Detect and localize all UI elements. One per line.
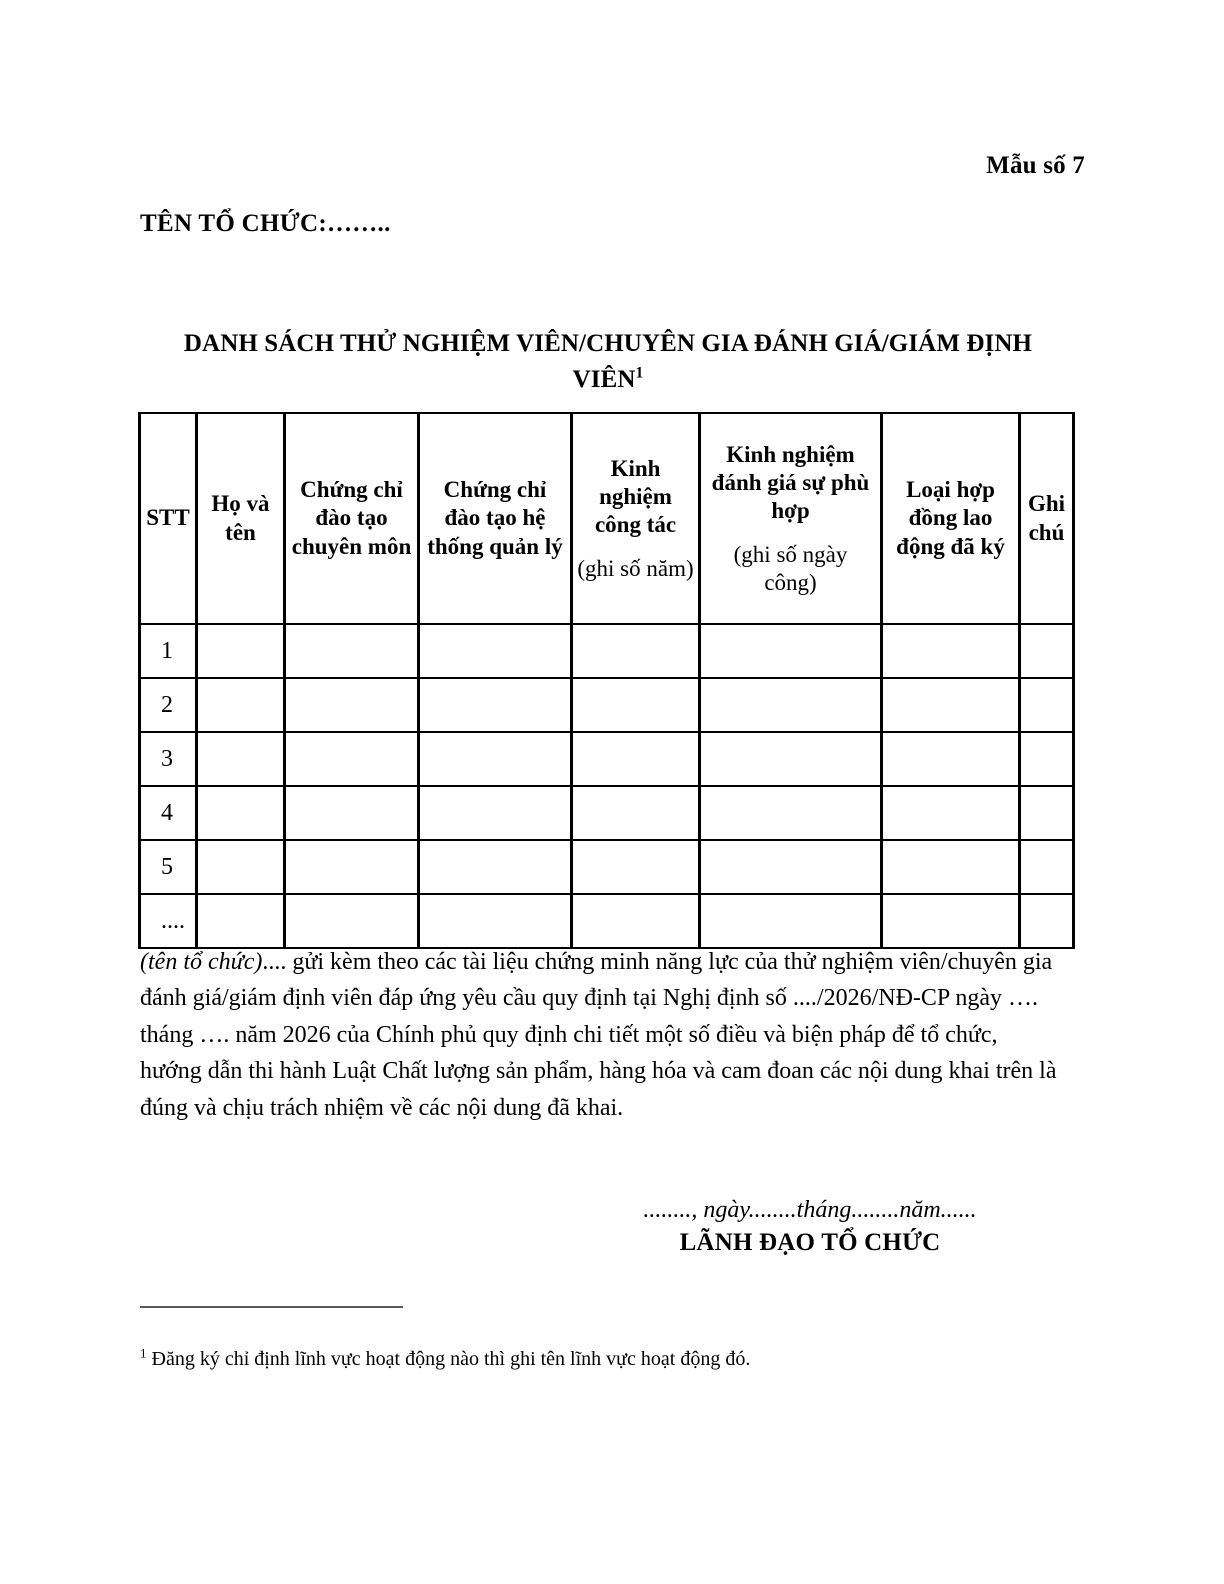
cell-labor-contract-type[interactable] bbox=[882, 840, 1020, 894]
cell-work-experience[interactable] bbox=[572, 840, 700, 894]
signature-date-line: ........, ngày........tháng........năm...... bbox=[643, 1197, 977, 1223]
column-header-conformity-assessment-experience bbox=[700, 413, 882, 624]
table-row bbox=[140, 624, 1074, 678]
personnel-list-table bbox=[138, 412, 1075, 949]
cell-management-system-certificate[interactable] bbox=[419, 840, 572, 894]
declaration-paragraph bbox=[140, 944, 1060, 1126]
table-row bbox=[140, 678, 1074, 732]
cell-notes[interactable] bbox=[1020, 678, 1074, 732]
cell-notes[interactable] bbox=[1020, 624, 1074, 678]
cell-management-system-certificate[interactable] bbox=[419, 624, 572, 678]
column-header-sublabel: (ghi số năm) bbox=[577, 555, 694, 581]
table-row bbox=[140, 786, 1074, 840]
organization-placeholder: (tên tổ chức) bbox=[140, 949, 263, 975]
document-title-line-2: VIÊN bbox=[572, 365, 636, 393]
column-header-work-experience bbox=[572, 413, 700, 624]
title-footnote-marker: 1 bbox=[635, 364, 644, 382]
cell-work-experience[interactable] bbox=[572, 732, 700, 786]
cell-professional-certificate[interactable] bbox=[285, 732, 419, 786]
column-header-management-system-certificate bbox=[419, 413, 572, 624]
declaration-text: .... gửi kèm theo các tài liệu chứng minh năng lực của thử nghiệm viên/chuyên gia đánh giá/giám định viên đáp ứng yêu cầu quy định tại Nghị định số ..../2026/NĐ-CP ngày …. tháng …. năm 2026 của Chính phủ quy định chi tiết một số điều và biện pháp để tổ chức, hướng dẫn thi hành Luật Chất lượng sản phẩm, hàng hóa và cam đoan các nội dung khai trên là đúng và chịu trách nhiệm về các nội dung đã khai. bbox=[140, 949, 1057, 1121]
footnote bbox=[140, 1345, 1040, 1373]
column-header-label: Chứng chỉ đào tạo chuyên môn bbox=[291, 477, 412, 559]
column-header-label: Chứng chỉ đào tạo hệ thống quản lý bbox=[427, 477, 563, 559]
cell-management-system-certificate[interactable] bbox=[419, 678, 572, 732]
cell-professional-certificate[interactable] bbox=[285, 678, 419, 732]
row-index: .... bbox=[140, 894, 197, 948]
footnote-text: Đăng ký chỉ định lĩnh vực hoạt động nào thì ghi tên lĩnh vực hoạt động đó. bbox=[146, 1348, 751, 1370]
page-title bbox=[163, 326, 1053, 397]
cell-notes[interactable] bbox=[1020, 840, 1074, 894]
footnote-separator bbox=[140, 1306, 403, 1308]
cell-professional-certificate[interactable] bbox=[285, 786, 419, 840]
cell-notes[interactable] bbox=[1020, 732, 1074, 786]
table-header-row bbox=[140, 413, 1074, 624]
cell-work-experience[interactable] bbox=[572, 786, 700, 840]
row-index: 3 bbox=[140, 732, 197, 786]
cell-work-experience[interactable] bbox=[572, 678, 700, 732]
cell-full-name[interactable] bbox=[197, 840, 285, 894]
cell-management-system-certificate[interactable] bbox=[419, 894, 572, 948]
cell-labor-contract-type[interactable] bbox=[882, 732, 1020, 786]
cell-conformity-assessment-experience[interactable] bbox=[700, 732, 882, 786]
cell-labor-contract-type[interactable] bbox=[882, 624, 1020, 678]
table-row bbox=[140, 840, 1074, 894]
column-header-notes bbox=[1020, 413, 1074, 624]
cell-notes[interactable] bbox=[1020, 786, 1074, 840]
cell-management-system-certificate[interactable] bbox=[419, 786, 572, 840]
table-row bbox=[140, 894, 1074, 948]
document-title-line-1: DANH SÁCH THỬ NGHIỆM VIÊN/CHUYÊN GIA ĐÁNH GIÁ/GIÁM ĐỊNH bbox=[183, 330, 1033, 357]
cell-professional-certificate[interactable] bbox=[285, 840, 419, 894]
cell-conformity-assessment-experience[interactable] bbox=[700, 624, 882, 678]
cell-full-name[interactable] bbox=[197, 894, 285, 948]
signature-block bbox=[560, 1195, 1060, 1260]
cell-work-experience[interactable] bbox=[572, 894, 700, 948]
cell-full-name[interactable] bbox=[197, 786, 285, 840]
cell-conformity-assessment-experience[interactable] bbox=[700, 678, 882, 732]
cell-labor-contract-type[interactable] bbox=[882, 786, 1020, 840]
row-index: 4 bbox=[140, 786, 197, 840]
row-index: 5 bbox=[140, 840, 197, 894]
cell-conformity-assessment-experience[interactable] bbox=[700, 786, 882, 840]
column-header-full-name bbox=[197, 413, 285, 624]
form-code-label: Mẫu số 7 bbox=[986, 152, 1085, 179]
organization-name-label: TÊN TỔ CHỨC:…….. bbox=[140, 210, 391, 237]
row-index: 2 bbox=[140, 678, 197, 732]
column-header-label: Ghi chú bbox=[1027, 491, 1066, 545]
cell-full-name[interactable] bbox=[197, 624, 285, 678]
cell-labor-contract-type[interactable] bbox=[882, 678, 1020, 732]
column-header-label: STT bbox=[146, 505, 190, 531]
cell-conformity-assessment-experience[interactable] bbox=[700, 894, 882, 948]
cell-full-name[interactable] bbox=[197, 732, 285, 786]
cell-notes[interactable] bbox=[1020, 894, 1074, 948]
footnote-marker: 1 bbox=[140, 1345, 147, 1361]
column-header-label: Họ và tên bbox=[211, 491, 270, 545]
column-header-stt bbox=[140, 413, 197, 624]
column-header-professional-certificate bbox=[285, 413, 419, 624]
cell-management-system-certificate[interactable] bbox=[419, 732, 572, 786]
cell-full-name[interactable] bbox=[197, 678, 285, 732]
column-header-labor-contract-type bbox=[882, 413, 1020, 624]
cell-labor-contract-type[interactable] bbox=[882, 894, 1020, 948]
signature-role-label: LÃNH ĐẠO TỔ CHỨC bbox=[679, 1229, 941, 1256]
cell-conformity-assessment-experience[interactable] bbox=[700, 840, 882, 894]
cell-professional-certificate[interactable] bbox=[285, 624, 419, 678]
column-header-label: Loại hợp đồng lao động đã ký bbox=[896, 477, 1005, 559]
table-row bbox=[140, 732, 1074, 786]
table-body bbox=[140, 624, 1074, 948]
cell-work-experience[interactable] bbox=[572, 624, 700, 678]
column-header-label: Kinh nghiệm công tác bbox=[594, 455, 677, 537]
row-index: 1 bbox=[140, 624, 197, 678]
cell-professional-certificate[interactable] bbox=[285, 894, 419, 948]
column-header-sublabel: (ghi số ngày công) bbox=[733, 541, 848, 595]
column-header-label: Kinh nghiệm đánh giá sự phù hợp bbox=[711, 441, 870, 523]
